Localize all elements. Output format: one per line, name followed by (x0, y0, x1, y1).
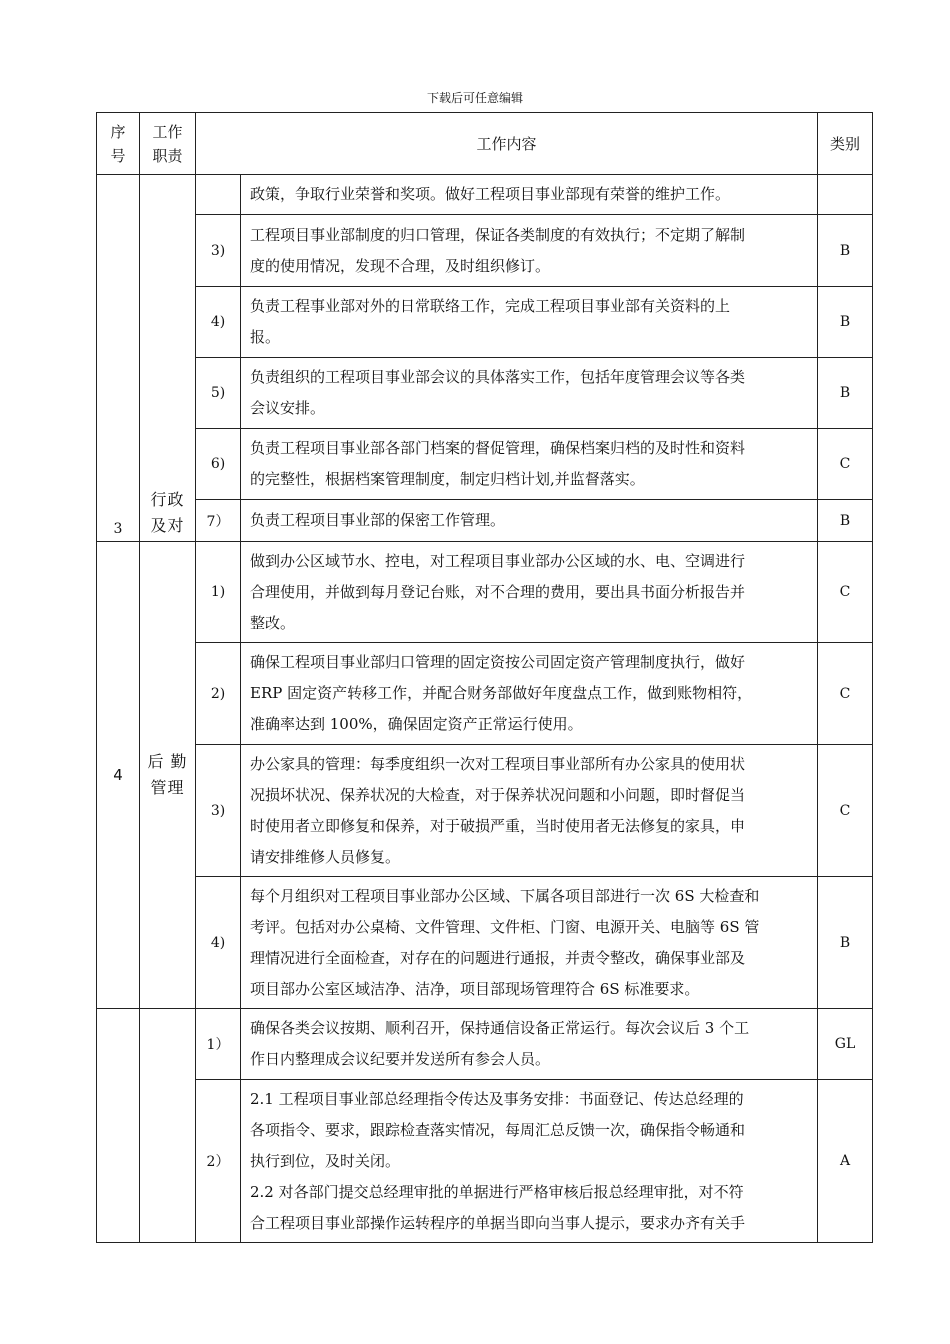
row-category: C (818, 745, 873, 877)
row-content: 负责工程项目事业部的保密工作管理。 (241, 500, 818, 542)
table-row (97, 745, 873, 877)
table-row (97, 643, 873, 745)
row-num: 6) (196, 429, 241, 500)
header-category: 类别 (818, 113, 873, 175)
row-category: B (818, 877, 873, 1009)
row-num: 3) (196, 745, 241, 877)
table-row (97, 175, 873, 215)
table-row (97, 215, 873, 287)
row-content: 负责组织的工程项目事业部会议的具体落实工作，包括年度管理会议等各类 会议安排。 (241, 358, 818, 429)
table-row (97, 1080, 873, 1243)
row-content: 2.1 工程项目事业部总经理指令传达及事务安排：书面登记、传达总经理的 各项指令、要求，跟踪检查落实情况，每周汇总反馈一次，确保指令畅通和 执行到位，及时关闭。 2.2 对各部门提交总经理审批的单据进行严格审核后报总经理审批，对不符 合工程项目事业部操作运转程序的单据当即向当事人提示，要求办齐有关手 (241, 1080, 818, 1243)
row-num: 1) (196, 542, 241, 643)
table-row (97, 429, 873, 500)
row-num (196, 175, 241, 215)
row-content: 每个月组织对工程项目事业部办公区域、下属各项目部进行一次 6S 大检查和 考评。包括对办公桌椅、文件管理、文件柜、门窗、电源开关、电脑等 6S 管 理情况进行全面检查，对存在的问题进行通报，并责令整改，确保事业部及 项目部办公室区域洁净、洁净，项目部现场管理符合 6S 标准要求。 (241, 877, 818, 1009)
row-content: 做到办公区域节水、控电，对工程项目事业部办公区域的水、电、空调进行 合理使用，并做到每月登记台账，对不合理的费用，要出具书面分析报告并 整改。 (241, 542, 818, 643)
row-content: 政策，争取行业荣誉和奖项。做好工程项目事业部现有荣誉的维护工作。 (241, 175, 818, 215)
section-5-duty (140, 1009, 196, 1243)
row-num: 5) (196, 358, 241, 429)
row-content: 确保工程项目事业部归口管理的固定资按公司固定资产管理制度执行，做好 ERP 固定资产转移工作，并配合财务部做好年度盘点工作，做到账物相符， 准确率达到 100%，确保固定资产正常运行使用。 (241, 643, 818, 745)
row-num: 3) (196, 215, 241, 287)
table-row (97, 542, 873, 643)
row-num: 2) (196, 643, 241, 745)
section-5-seq (97, 1009, 140, 1243)
table-row (97, 287, 873, 358)
row-num: 1） (196, 1009, 241, 1080)
row-category: C (818, 429, 873, 500)
row-num: 4) (196, 877, 241, 1009)
section-3-seq: 3 (97, 175, 140, 542)
table-row (97, 1009, 873, 1080)
section-3-duty: 行政 及对 (140, 175, 196, 542)
row-category (818, 175, 873, 215)
row-content: 负责工程事业部对外的日常联络工作，完成工程项目事业部有关资料的上 报。 (241, 287, 818, 358)
row-category: B (818, 358, 873, 429)
section-4-seq: 4 (97, 542, 140, 1009)
row-category: B (818, 500, 873, 542)
work-duty-table (96, 112, 873, 1243)
page-header: 下载后可任意编辑 (426, 91, 523, 105)
row-content: 负责工程项目事业部各部门档案的督促管理，确保档案归档的及时性和资料 的完整性，根据档案管理制度，制定归档计划,并监督落实。 (241, 429, 818, 500)
row-category: B (818, 215, 873, 287)
table-header-row (97, 113, 873, 175)
header-content: 工作内容 (196, 113, 818, 175)
row-category: A (818, 1080, 873, 1243)
row-category: C (818, 643, 873, 745)
table-row (97, 877, 873, 1009)
table-row (97, 500, 873, 542)
section-4-duty: 后 勤 管理 (140, 542, 196, 1009)
row-category: GL (818, 1009, 873, 1080)
row-num: 2） (196, 1080, 241, 1243)
row-num: 7） (196, 500, 241, 542)
header-seq: 序 号 (97, 113, 140, 175)
row-content: 确保各类会议按期、顺利召开，保持通信设备正常运行。每次会议后 3 个工 作日内整理成会议纪要并发送所有参会人员。 (241, 1009, 818, 1080)
row-num: 4) (196, 287, 241, 358)
header-duty: 工作 职责 (140, 113, 196, 175)
table-row (97, 358, 873, 429)
row-category: B (818, 287, 873, 358)
row-content: 工程项目事业部制度的归口管理，保证各类制度的有效执行；不定期了解制 度的使用情况，发现不合理，及时组织修订。 (241, 215, 818, 287)
row-content: 办公家具的管理：每季度组织一次对工程项目事业部所有办公家具的使用状 况损坏状况、保养状况的大检查，对于保养状况问题和小问题，即时督促当 时使用者立即修复和保养，对于破损严重，当时使用者无法修复的家具，申 请安排维修人员修复。 (241, 745, 818, 877)
row-category: C (818, 542, 873, 643)
